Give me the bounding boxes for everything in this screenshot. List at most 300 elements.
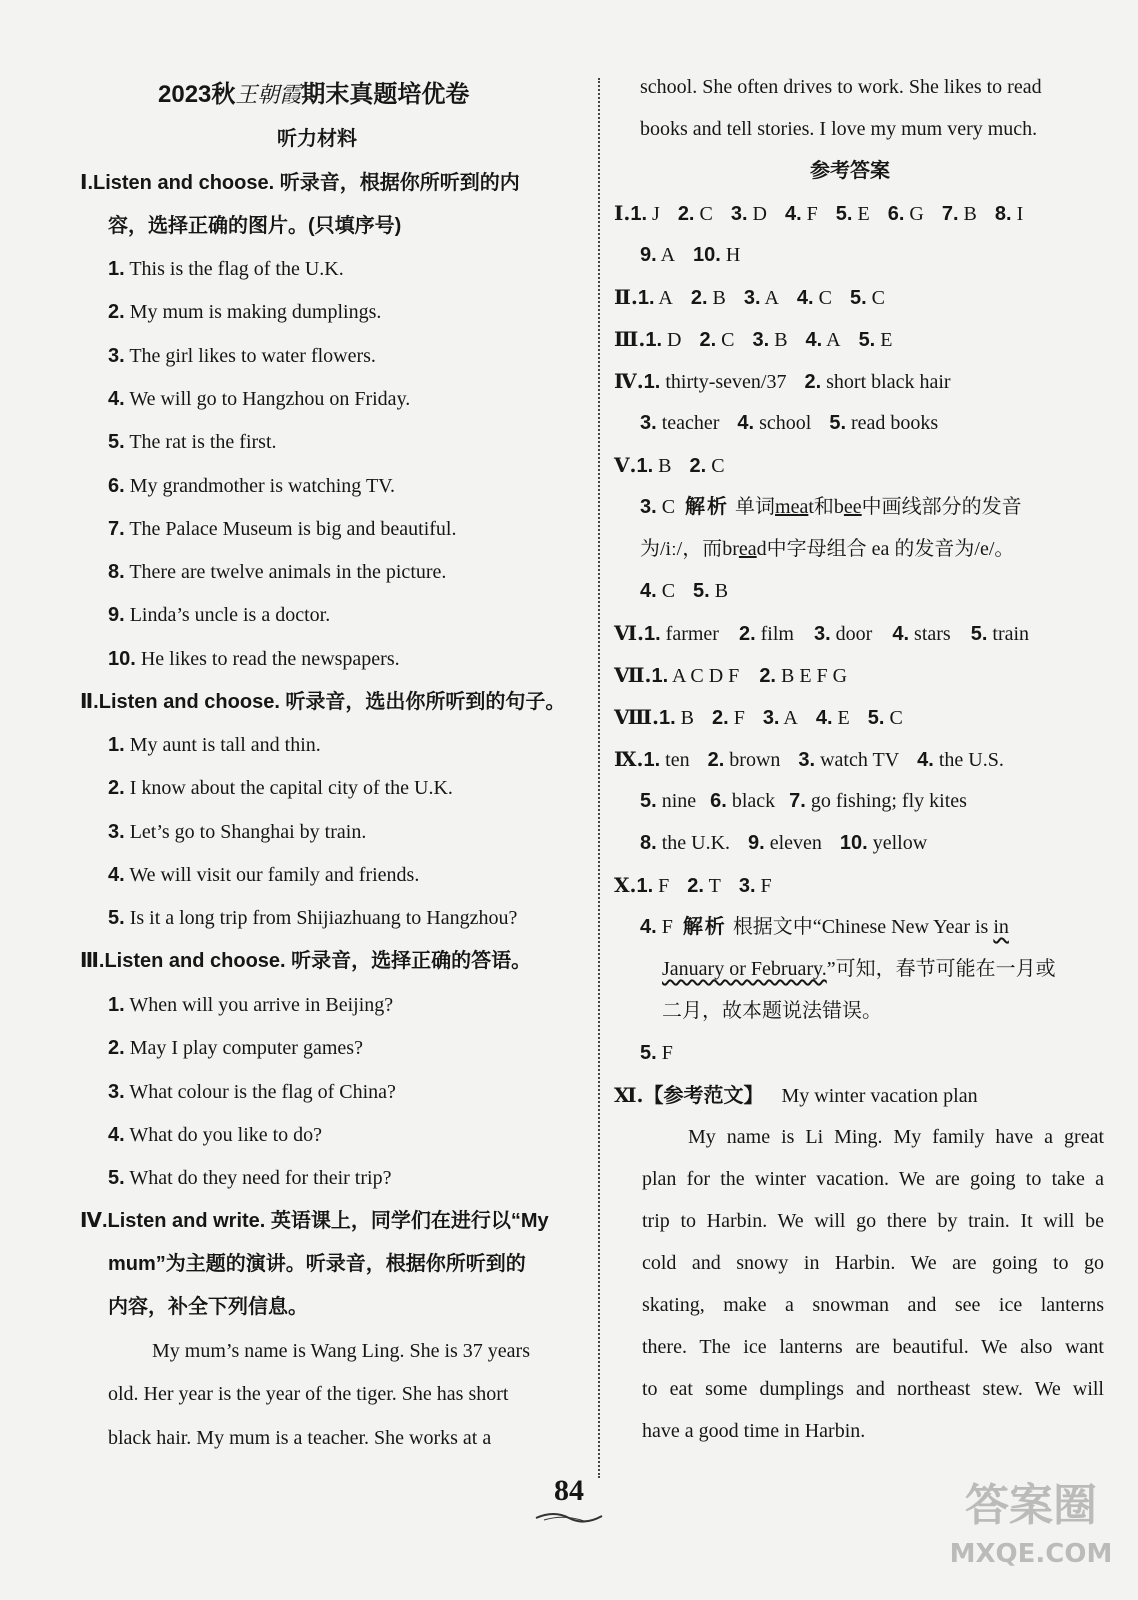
answer-value: B xyxy=(769,329,788,351)
answer-number: 2. xyxy=(804,371,822,393)
answer-item xyxy=(892,623,950,645)
answer-item xyxy=(804,371,950,393)
answer-list xyxy=(651,665,867,687)
answer-value: door xyxy=(830,623,873,645)
answer-item xyxy=(659,707,694,729)
answer-number: 1. xyxy=(636,875,654,897)
explanation-text: 中画线部分的发音 xyxy=(861,496,1022,518)
essay-line: cold and snowy in Harbin. We are going to go xyxy=(642,1252,1104,1274)
answer-value: the U.K. xyxy=(656,832,731,854)
answer-value: B xyxy=(958,203,977,225)
answer-value: stars xyxy=(909,623,951,645)
item-text: The rat is the first. xyxy=(124,431,277,454)
answer-number: 2. xyxy=(690,287,708,309)
question-number: 3. xyxy=(640,496,657,518)
section-number: Ⅲ. xyxy=(80,950,105,972)
section-number: Ⅹ. xyxy=(614,873,637,897)
answer-number: 1. xyxy=(651,665,669,687)
answer-item xyxy=(643,749,689,771)
list-item xyxy=(108,297,381,327)
answer-10-q4 xyxy=(640,912,1009,942)
list-item xyxy=(108,471,395,501)
answer-value: teacher xyxy=(656,412,720,434)
item-number: 4. xyxy=(108,863,125,886)
answer-value: J xyxy=(647,203,660,225)
answer-value: A xyxy=(822,329,841,351)
answer-number: 1. xyxy=(643,749,661,771)
essay-line: trip to Harbin. We will go there by train. It will be xyxy=(642,1210,1104,1232)
answer-number: 7. xyxy=(789,790,806,812)
answer-value: thirty-seven/37 xyxy=(660,371,787,393)
section-4-heading xyxy=(80,1206,549,1236)
answer-item xyxy=(739,623,794,645)
item-number: 7. xyxy=(108,517,125,540)
answers-title: 参考答案 xyxy=(810,160,890,182)
answer-number: 2. xyxy=(738,623,756,645)
answer-number: 2. xyxy=(687,875,704,897)
answer-number: 4. xyxy=(796,287,814,309)
answer-9-row-3 xyxy=(640,828,945,858)
answer-7-row xyxy=(614,660,867,691)
item-text: What do you like to do? xyxy=(124,1123,323,1146)
title-year: 2023秋 xyxy=(158,81,236,108)
list-item xyxy=(108,990,393,1020)
answer-value: C xyxy=(866,287,885,309)
answer-item xyxy=(691,287,726,309)
answer-number: 8. xyxy=(640,832,657,854)
section-heading-text: Listen and choose. 听录音，选出你所听到的句子。 xyxy=(98,691,566,713)
list-item xyxy=(108,341,376,371)
item-text: My aunt is tall and thin. xyxy=(124,734,321,756)
answer-5-row-1 xyxy=(614,450,743,481)
answer-item xyxy=(971,623,1029,645)
answer-3-row xyxy=(614,324,910,355)
item-number: 2. xyxy=(108,1037,125,1060)
answer-number: 6. xyxy=(710,790,727,812)
answer-number: 5. xyxy=(858,329,876,351)
answer-number: 4. xyxy=(917,749,934,771)
section-number: Ⅷ. xyxy=(614,705,659,729)
list-item xyxy=(108,860,419,890)
answer-item xyxy=(789,790,967,812)
answer-number: 4. xyxy=(815,707,833,729)
answer-item xyxy=(640,580,675,602)
answer-item xyxy=(868,707,903,729)
answer-number: 3. xyxy=(738,875,756,897)
section-number: Ⅰ. xyxy=(80,172,93,194)
answer-value: read books xyxy=(846,412,939,434)
item-text: I know about the capital city of the U.K. xyxy=(124,777,453,800)
essay-line: have a good time in Harbin. xyxy=(642,1420,866,1442)
answer-item xyxy=(636,875,669,897)
answer-number: 1. xyxy=(643,371,661,393)
section-number: Ⅲ. xyxy=(614,327,646,351)
listening-material-title: 听力材料 xyxy=(277,128,357,150)
answer-number: 4. xyxy=(737,412,755,434)
answer-item xyxy=(640,832,730,854)
list-item xyxy=(108,1077,396,1107)
explanation-text: b xyxy=(833,496,844,518)
list-item xyxy=(108,514,456,544)
answer-value: nine xyxy=(656,790,697,812)
item-number: 2. xyxy=(108,777,125,800)
item-number: 5. xyxy=(108,907,125,930)
answer-item xyxy=(859,329,893,351)
explanation-tag: 解析 xyxy=(682,916,727,938)
passage-line: books and tell stories. I love my mum very much. xyxy=(640,118,1038,140)
explanation-text: d xyxy=(756,538,767,560)
list-item xyxy=(108,384,410,414)
answer-2-row xyxy=(614,282,903,313)
answer-item xyxy=(636,455,671,477)
list-item xyxy=(108,773,453,803)
answer-item xyxy=(748,832,822,854)
item-text: May I play computer games? xyxy=(124,1037,363,1060)
answer-value: E xyxy=(832,707,850,729)
item-number: 1. xyxy=(108,258,125,280)
answer-5-explanation-cont xyxy=(640,534,1014,564)
answer-item xyxy=(739,875,772,897)
answer-number: 1. xyxy=(643,623,661,645)
page-number-flourish-icon xyxy=(534,1508,604,1526)
answer-10-explanation-end: 二月，故本题说法错误。 xyxy=(662,1000,882,1022)
essay-line: My name is Li Ming. My family have a great xyxy=(688,1126,1104,1148)
answer-value: B E F G xyxy=(776,665,848,687)
answer-number: 4. xyxy=(892,623,910,645)
answer-1-row-1 xyxy=(614,198,1041,229)
essay-line: skating, make a snowman and see ice lanterns xyxy=(642,1294,1104,1316)
answer-item xyxy=(699,329,734,351)
answer-value: yellow xyxy=(867,832,928,854)
answer-number: 4. xyxy=(640,580,657,602)
explanation-text: ”可知，春节可能在一月或 xyxy=(826,958,1056,980)
answer-value: T xyxy=(703,875,721,897)
watermark-text: 答案圈 xyxy=(965,1480,1097,1531)
essay-line: there. The ice lanterns are beautiful. We also want xyxy=(642,1336,1104,1358)
answer-list xyxy=(640,412,956,434)
answer-8-row xyxy=(614,702,921,733)
answer-item xyxy=(645,329,681,351)
answer-item xyxy=(710,790,775,812)
list-item xyxy=(108,600,330,630)
item-number: 4. xyxy=(108,387,125,410)
answer-value: F xyxy=(755,875,772,897)
answer-value: F xyxy=(801,203,818,225)
list-item xyxy=(108,1033,363,1063)
answer-item xyxy=(888,203,924,225)
item-number: 3. xyxy=(108,344,125,367)
answer-value: I xyxy=(1011,203,1024,225)
answer-10-q5 xyxy=(640,1038,673,1068)
answer-list xyxy=(630,203,1041,225)
watermark-logo xyxy=(946,1478,1116,1588)
essay-line: to eat some dumplings and northeast stew. We will xyxy=(642,1378,1104,1400)
answer-number: 2. xyxy=(699,329,717,351)
answer-list xyxy=(644,623,1049,645)
item-text: What do they need for their trip? xyxy=(124,1167,392,1190)
watermark-url: MXQE.COM xyxy=(949,1539,1113,1569)
answer-10-row-1 xyxy=(614,870,790,901)
answer-value: ten xyxy=(660,749,690,771)
passage-line: old. Her year is the year of the tiger. She has short xyxy=(108,1383,509,1405)
section-number: Ⅱ. xyxy=(614,285,638,309)
item-number: 5. xyxy=(108,1167,125,1190)
answer-number: 5. xyxy=(867,707,885,729)
answer-list xyxy=(640,832,945,854)
answer-value: B xyxy=(653,455,672,477)
answer-number: 10. xyxy=(839,832,868,854)
answer-number: 3. xyxy=(752,329,770,351)
answer-item xyxy=(829,412,938,434)
answer-number: 7. xyxy=(941,203,959,225)
answer-value: C xyxy=(661,496,676,518)
section-number: Ⅱ. xyxy=(80,691,99,713)
answer-list xyxy=(659,707,921,729)
section-number: Ⅰ. xyxy=(614,201,631,225)
answer-number: 3. xyxy=(798,749,816,771)
answer-value: G xyxy=(904,203,924,225)
answer-item xyxy=(798,749,899,771)
answer-item xyxy=(785,203,818,225)
section-2-heading xyxy=(80,687,565,717)
item-number: 4. xyxy=(108,1123,125,1146)
answer-number: 2. xyxy=(712,707,729,729)
section-heading-text: Listen and choose. 听录音，根据你所听到的内 xyxy=(93,172,520,194)
passage-line: school. She often drives to work. She likes to read xyxy=(640,76,1042,98)
list-item xyxy=(108,557,446,587)
answer-value: farmer xyxy=(660,623,719,645)
answer-number: 4. xyxy=(784,203,802,225)
section-number: Ⅸ. xyxy=(614,747,644,771)
item-number: 3. xyxy=(108,1080,125,1103)
section-number: Ⅺ. xyxy=(614,1083,644,1107)
answer-number: 5. xyxy=(835,203,853,225)
item-number: 1. xyxy=(108,994,125,1016)
answer-value: eleven xyxy=(764,832,822,854)
answer-item xyxy=(840,832,927,854)
model-essay-label: 【参考范文】 xyxy=(643,1085,764,1107)
item-text: Is it a long trip from Shijiazhuang to Hangzhou? xyxy=(124,907,518,930)
answer-number: 5. xyxy=(970,623,988,645)
answer-number: 9. xyxy=(748,832,765,854)
answer-number: 5. xyxy=(640,790,657,812)
column-divider xyxy=(598,78,600,1478)
answer-1-row-2 xyxy=(640,240,758,270)
answer-value: C xyxy=(813,287,832,309)
answer-value: F xyxy=(661,916,673,938)
answer-item xyxy=(753,329,788,351)
answer-value: school xyxy=(754,412,812,434)
answer-value: watch TV xyxy=(815,749,900,771)
essay-title: My winter vacation plan xyxy=(781,1085,978,1107)
title-brand-logo: 王朝霞 xyxy=(235,83,302,108)
answer-value: D xyxy=(662,329,682,351)
answer-item xyxy=(651,665,739,687)
answer-value: film xyxy=(755,623,794,645)
explanation-text: t xyxy=(808,496,814,518)
answer-value: F xyxy=(728,707,745,729)
answer-value: the U.S. xyxy=(933,749,1004,771)
list-item xyxy=(108,644,400,674)
explanation-text: 单词 xyxy=(735,496,776,518)
explanation-text: mea xyxy=(775,496,809,518)
answer-item xyxy=(644,623,719,645)
passage-line: My mum’s name is Wang Ling. She is 37 years xyxy=(152,1340,530,1362)
answer-item xyxy=(693,244,740,266)
answer-list xyxy=(640,790,981,812)
answer-item xyxy=(712,707,745,729)
item-number: 9. xyxy=(108,604,125,627)
explanation-text: 根据文中“Chinese New Year is xyxy=(732,916,994,938)
answer-number: 9. xyxy=(640,244,657,266)
answer-value: A xyxy=(779,707,798,729)
answer-value: black xyxy=(726,790,776,812)
list-item xyxy=(108,730,321,760)
answer-value: D xyxy=(747,203,767,225)
item-text: The Palace Museum is big and beautiful. xyxy=(124,517,457,540)
answer-item xyxy=(693,580,728,602)
answer-number: 1. xyxy=(658,707,676,729)
answer-number: 10. xyxy=(693,244,721,266)
section-number: Ⅵ. xyxy=(614,621,644,645)
answer-5-row-3 xyxy=(640,576,746,606)
answer-value: A xyxy=(760,287,779,309)
item-text: The girl likes to water flowers. xyxy=(124,344,376,367)
list-item xyxy=(108,254,344,284)
item-text: When will you arrive in Beijing? xyxy=(124,994,394,1016)
answer-item xyxy=(763,707,798,729)
passage-line: black hair. My mum is a teacher. She works at a xyxy=(108,1427,492,1449)
item-text: There are twelve animals in the picture. xyxy=(124,561,447,584)
item-text: Let’s go to Shanghai by train. xyxy=(124,820,367,843)
answer-list xyxy=(645,329,910,351)
answer-number: 1. xyxy=(636,455,654,477)
answer-value: B xyxy=(707,287,726,309)
answer-list xyxy=(644,371,969,393)
explanation-tag: 解析 xyxy=(685,496,730,518)
answer-list xyxy=(640,580,746,602)
item-number: 1. xyxy=(108,734,125,756)
page-title xyxy=(158,80,469,111)
section-4-heading-cont-1: mum”为主题的演讲。听录音，根据你所听到的 xyxy=(108,1253,526,1275)
explanation-text: 为/iː/，而 xyxy=(640,538,723,560)
item-number: 2. xyxy=(108,301,125,324)
answer-item xyxy=(640,412,719,434)
answer-value: E xyxy=(852,203,870,225)
section-1-heading xyxy=(80,168,520,198)
answer-item xyxy=(814,623,872,645)
answer-item xyxy=(731,203,767,225)
answer-item xyxy=(836,203,870,225)
answer-list xyxy=(636,455,742,477)
item-text: We will visit our family and friends. xyxy=(124,863,420,886)
answer-number: 5. xyxy=(829,412,847,434)
list-item xyxy=(108,817,366,847)
explanation-quote: January or February. xyxy=(662,958,827,980)
question-number: 5. xyxy=(640,1042,657,1064)
answer-number: 3. xyxy=(730,203,748,225)
answer-number: 1. xyxy=(630,203,648,225)
section-number: Ⅶ. xyxy=(614,663,652,687)
answer-item xyxy=(638,287,673,309)
answer-item xyxy=(644,371,787,393)
item-number: 10. xyxy=(108,647,136,670)
answer-value: H xyxy=(720,244,741,266)
page-number: 84 xyxy=(554,1474,584,1507)
section-number: Ⅳ. xyxy=(614,369,644,393)
section-3-heading xyxy=(80,946,531,976)
answer-item xyxy=(630,203,659,225)
answer-number: 5. xyxy=(693,580,710,602)
answer-value: train xyxy=(987,623,1030,645)
answer-value: F xyxy=(661,1042,673,1064)
list-item xyxy=(108,903,517,933)
answer-number: 3. xyxy=(813,623,831,645)
answer-number: 5. xyxy=(849,287,867,309)
explanation-quote: in xyxy=(993,916,1009,938)
question-number: 4. xyxy=(640,916,657,938)
answer-value: A xyxy=(654,287,673,309)
essay-line: plan for the winter vacation. We are going to take a xyxy=(642,1168,1104,1190)
item-number: 3. xyxy=(108,820,125,843)
answer-value: B xyxy=(709,580,729,602)
item-text: My mum is making dumplings. xyxy=(124,301,382,324)
answer-list xyxy=(638,287,903,309)
item-number: 5. xyxy=(108,431,125,454)
section-1-heading-cont: 容，选择正确的图片。(只填序号) xyxy=(108,215,402,237)
list-item xyxy=(108,1120,322,1150)
item-text: Linda’s uncle is a doctor. xyxy=(124,604,331,627)
explanation-text: 和 xyxy=(813,496,834,518)
answer-4-row-2 xyxy=(640,408,956,438)
answer-value: A xyxy=(656,244,676,266)
answer-item xyxy=(995,203,1023,225)
item-number: 6. xyxy=(108,474,125,497)
answer-number: 1. xyxy=(645,329,663,351)
answer-10-explanation-cont xyxy=(662,954,1056,984)
answer-4-row-1 xyxy=(614,366,969,397)
item-number: 8. xyxy=(108,561,125,584)
answer-item xyxy=(687,875,721,897)
answer-9-row-2 xyxy=(640,786,981,816)
answer-value: E xyxy=(875,329,893,351)
title-rest: 期末真题培优卷 xyxy=(301,81,470,108)
explanation-text: ee xyxy=(843,496,862,518)
answer-item xyxy=(737,412,811,434)
answer-value: B xyxy=(675,707,694,729)
answer-number: 1. xyxy=(637,287,655,309)
answer-value: A C D F xyxy=(668,665,740,687)
answer-item xyxy=(678,203,713,225)
answer-value: short black hair xyxy=(821,371,951,393)
item-text: My grandmother is watching TV. xyxy=(124,474,396,497)
answer-number: 2. xyxy=(689,455,707,477)
answer-value: brown xyxy=(724,749,781,771)
answer-item xyxy=(816,707,850,729)
answer-value: C xyxy=(716,329,735,351)
answer-item xyxy=(744,287,779,309)
answer-number: 2. xyxy=(759,665,776,687)
answer-number: 8. xyxy=(994,203,1012,225)
list-item xyxy=(108,1163,391,1193)
answer-11-heading xyxy=(614,1080,978,1111)
answer-item xyxy=(917,749,1004,771)
explanation-text: 中字母组合 ea 的发音为/e/。 xyxy=(766,538,1015,560)
item-text: This is the flag of the U.K. xyxy=(124,258,344,280)
answer-number: 6. xyxy=(887,203,905,225)
answer-number: 3. xyxy=(640,412,657,434)
answer-number: 3. xyxy=(762,707,780,729)
